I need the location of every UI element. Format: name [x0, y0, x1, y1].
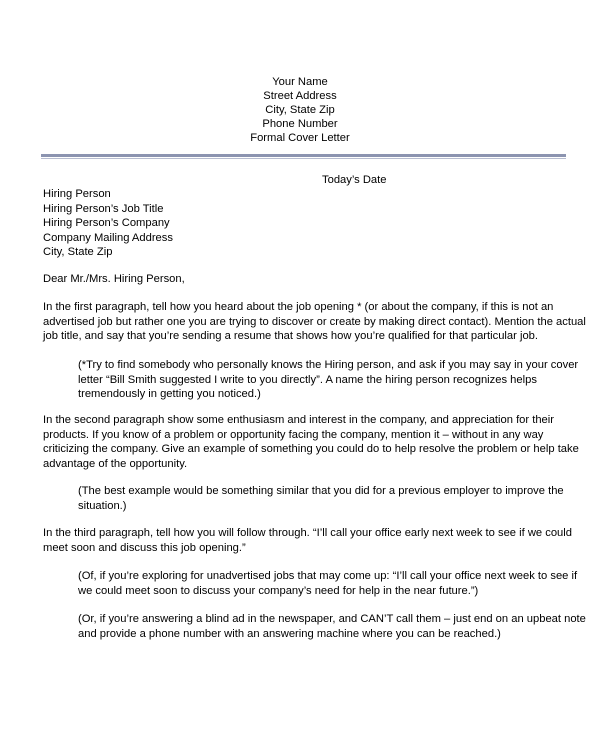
paragraph-line: advantage of the opportunity.: [43, 457, 188, 470]
paragraph-third-note-a: [78, 569, 578, 598]
recipient-city: City, State Zip: [43, 246, 113, 258]
paragraph-line: situation.): [78, 499, 127, 512]
paragraph-line: (*Try to find somebody who personally knows the Hiring person, and ask if you may say in your cover: [78, 359, 579, 371]
recipient-company: Hiring Person’s Company: [43, 217, 170, 229]
paragraph-first: [43, 300, 586, 344]
sender-name: Your Name: [272, 76, 328, 88]
recipient-job-title: Hiring Person’s Job Title: [43, 202, 164, 215]
paragraph-line: In the third paragraph, tell how you will follow through. “I’ll call your office early next week to see if we could: [43, 527, 572, 539]
paragraph-third: [43, 526, 573, 555]
paragraph-line: (Or, if you’re answering a blind ad in the newspaper, and CAN’T call them – just end on an upbeat note: [78, 613, 586, 625]
paragraph-first-note: [78, 358, 579, 402]
paragraph-line: (Of, if you’re exploring for unadvertised jobs that may come up: “I’ll call your office next week to see if: [78, 570, 578, 582]
paragraph-line: products. If you know of a problem or opportunity facing the company, mention it – without in any way: [43, 428, 544, 441]
paragraph-third-note-b: [78, 612, 586, 641]
paragraph-line: In the second paragraph show some enthusiasm and interest in the company, and appreciation for their: [43, 414, 554, 426]
sender-phone: Phone Number: [262, 118, 338, 130]
sender-city: City, State Zip: [265, 104, 335, 116]
recipient-person: Hiring Person: [43, 188, 111, 200]
sender-street: Street Address: [263, 90, 337, 102]
paragraph-second: [43, 413, 579, 471]
recipient-block: [43, 187, 173, 260]
paragraph-second-note: [78, 484, 573, 513]
paragraph-line: (The best example would be something similar that you did for a previous employer to improve the: [78, 485, 564, 497]
salutation: Dear Mr./Mrs. Hiring Person,: [43, 273, 185, 285]
paragraph-line: meet soon and discuss this job opening.”: [43, 541, 246, 554]
paragraph-line: advertised job but rather one you are trying to discover or create by making direct contact). Mention the actual: [43, 315, 586, 328]
paragraph-line: and provide a phone number with an answering machine where you can be reached.): [78, 627, 501, 640]
paragraph-line: tremendously in getting you noticed.): [78, 388, 261, 400]
letter-date: Today’s Date: [322, 174, 387, 186]
paragraph-line: job title, and say that you’re sending a resume that shows how you’re qualified for that particular job.: [43, 330, 539, 342]
header-divider: [41, 154, 566, 159]
document-title: Formal Cover Letter: [250, 132, 350, 144]
paragraph-line: letter “Bill Smith suggested I write to you directly”. A name the hiring person recognizes helps: [78, 373, 537, 386]
paragraph-line: criticizing the company. Give an example of something you could do to help resolve the problem or help take: [43, 443, 579, 455]
paragraph-line: we could meet soon to discuss your company’s need for help in the near future.”): [78, 584, 479, 597]
paragraph-line: In the first paragraph, tell how you heard about the job opening * (or about the company, if this is not an: [43, 301, 554, 313]
recipient-address: Company Mailing Address: [43, 231, 173, 244]
sender-header: [0, 75, 600, 145]
